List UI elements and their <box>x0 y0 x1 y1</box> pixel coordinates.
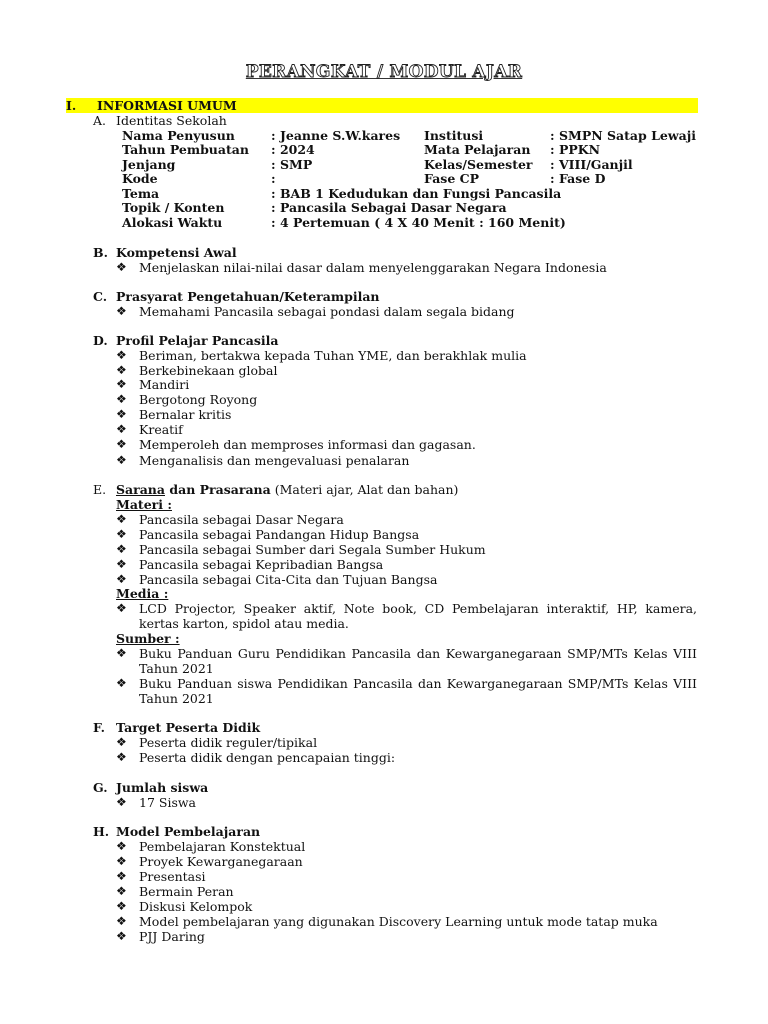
materi-label: Materi : <box>116 497 172 512</box>
target-heading: Target Peserta Didik <box>116 720 261 735</box>
identitas-value: : Pancasila Sebagai Dasar Negara <box>271 200 507 215</box>
prasyarat-letter: C. <box>93 289 108 304</box>
bullet-icon: ❖ <box>116 572 127 586</box>
list-item: Peserta didik reguler/tipikal <box>139 735 318 750</box>
bullet-icon: ❖ <box>116 512 127 526</box>
list-item: Pancasila sebagai Cita-Cita dan Tujuan Bangsa <box>139 572 438 587</box>
list-item: Buku Panduan siswa Pendidikan Pancasila dan Kewarganegaraan SMP/MTs Kelas VIII Tahun 2021 <box>139 676 697 706</box>
bullet-icon: ❖ <box>116 869 127 883</box>
bullet-icon: ❖ <box>116 392 127 406</box>
bullet-icon: ❖ <box>116 839 127 853</box>
media-label: Media : <box>116 586 169 601</box>
bullet-icon: ❖ <box>116 348 127 362</box>
list-item: PJJ Daring <box>139 929 205 944</box>
bullet-icon: ❖ <box>116 407 127 421</box>
list-item: Presentasi <box>139 869 206 884</box>
sarana-heading-note: (Materi ajar, Alat dan bahan) <box>270 482 459 497</box>
prasyarat-heading: Prasyarat Pengetahuan/Keterampilan <box>116 289 380 304</box>
bullet-icon: ❖ <box>116 899 127 913</box>
kompetensi-heading: Kompetensi Awal <box>116 245 237 260</box>
identitas-value: : SMP <box>271 157 313 172</box>
section-label: INFORMASI UMUM <box>97 98 237 113</box>
sarana-heading-b: Prasarana <box>199 482 271 497</box>
bullet-icon: ❖ <box>116 884 127 898</box>
sarana-heading <box>116 482 458 497</box>
list-item: Proyek Kewarganegaraan <box>139 854 303 869</box>
bullet-icon: ❖ <box>116 795 127 809</box>
list-item: Peserta didik dengan pencapaian tinggi: <box>139 750 396 765</box>
list-item: Mandiri <box>139 377 190 392</box>
identitas-label: Tahun Pembuatan <box>122 142 249 157</box>
bullet-icon: ❖ <box>116 437 127 451</box>
identitas-label: Alokasi Waktu <box>122 215 223 230</box>
sarana-letter: E. <box>93 482 107 497</box>
identitas-letter: A. <box>93 113 107 128</box>
identitas-label: Kode <box>122 171 158 186</box>
target-letter: F. <box>93 720 105 735</box>
list-item: Beriman, bertakwa kepada Tuhan YME, dan berakhlak mulia <box>139 348 527 363</box>
bullet-icon: ❖ <box>116 377 127 391</box>
identitas-value2: : VIII/Ganjil <box>550 157 633 172</box>
page-title: PERANGKAT / MODUL AJAR <box>245 62 523 82</box>
list-item: Bermain Peran <box>139 884 234 899</box>
identitas-value: : <box>271 171 276 186</box>
bullet-icon: ❖ <box>116 735 127 749</box>
identitas-heading: Identitas Sekolah <box>116 113 227 128</box>
model-heading: Model Pembelajaran <box>116 824 261 839</box>
list-item: Buku Panduan Guru Pendidikan Pancasila dan Kewarganegaraan SMP/MTs Kelas VIII Tahun 2021 <box>139 646 697 676</box>
sumber-label: Sumber : <box>116 631 180 646</box>
bullet-icon: ❖ <box>116 914 127 928</box>
bullet-icon: ❖ <box>116 676 127 690</box>
list-item: Memperoleh dan memproses informasi dan gagasan. <box>139 437 476 452</box>
kompetensi-letter: B. <box>93 245 108 260</box>
jumlah-heading: Jumlah siswa <box>116 780 209 795</box>
bullet-icon: ❖ <box>116 557 127 571</box>
bullet-icon: ❖ <box>116 854 127 868</box>
identitas-value: : 2024 <box>271 142 315 157</box>
list-item: Bergotong Royong <box>139 392 258 407</box>
model-letter: H. <box>93 824 110 839</box>
bullet-icon: ❖ <box>116 422 127 436</box>
list-item: Pancasila sebagai Dasar Negara <box>139 512 344 527</box>
identitas-value: : 4 Pertemuan ( 4 X 40 Menit : 160 Menit) <box>271 215 566 230</box>
identitas-value: : Jeanne S.W.kares <box>271 128 401 143</box>
profil-letter: D. <box>93 333 108 348</box>
list-item: Bernalar kritis <box>139 407 232 422</box>
list-item: 17 Siswa <box>139 795 197 810</box>
identitas-label2: Mata Pelajaran <box>424 142 531 157</box>
bullet-icon: ❖ <box>116 304 127 318</box>
list-item: Menganalisis dan mengevaluasi penalaran <box>139 453 410 468</box>
section-number: I. <box>66 98 77 113</box>
identitas-label: Tema <box>122 186 160 201</box>
list-item: Pembelajaran Konstektual <box>139 839 306 854</box>
section-heading-informasi-umum <box>66 98 698 113</box>
sarana-heading-a: Sarana <box>116 482 165 497</box>
bullet-icon: ❖ <box>116 260 127 274</box>
jumlah-letter: G. <box>93 780 108 795</box>
identitas-label: Jenjang <box>122 157 176 172</box>
identitas-value2: : PPKN <box>550 142 601 157</box>
bullet-icon: ❖ <box>116 527 127 541</box>
identitas-label2: Kelas/Semester <box>424 157 533 172</box>
list-item: Pancasila sebagai Kepribadian Bangsa <box>139 557 384 572</box>
bullet-icon: ❖ <box>116 363 127 377</box>
list-item: Pancasila sebagai Sumber dari Segala Sumber Hukum <box>139 542 486 557</box>
list-item: Menjelaskan nilai-nilai dasar dalam menyelenggarakan Negara Indonesia <box>139 260 607 275</box>
identitas-label: Topik / Konten <box>122 200 225 215</box>
identitas-label2: Fase CP <box>424 171 479 186</box>
list-item: Diskusi Kelompok <box>139 899 253 914</box>
bullet-icon: ❖ <box>116 453 127 467</box>
bullet-icon: ❖ <box>116 750 127 764</box>
list-item: Berkebinekaan global <box>139 363 278 378</box>
list-item: Memahami Pancasila sebagai pondasi dalam segala bidang <box>139 304 515 319</box>
list-item: Pancasila sebagai Pandangan Hidup Bangsa <box>139 527 420 542</box>
identitas-value2: : SMPN Satap Lewaji <box>550 128 696 143</box>
list-item: Model pembelajaran yang digunakan Discovery Learning untuk mode tatap muka <box>139 914 658 929</box>
bullet-icon: ❖ <box>116 601 127 615</box>
identitas-label2: Institusi <box>424 128 484 143</box>
bullet-icon: ❖ <box>116 542 127 556</box>
bullet-icon: ❖ <box>116 646 127 660</box>
profil-heading: Profil Pelajar Pancasila <box>116 333 279 348</box>
identitas-value: : BAB 1 Kedudukan dan Fungsi Pancasila <box>271 186 562 201</box>
list-item: LCD Projector, Speaker aktif, Note book, CD Pembelajaran interaktif, HP, kamera, kertas karton, spidol atau media. <box>139 601 697 631</box>
bullet-icon: ❖ <box>116 929 127 943</box>
identitas-label: Nama Penyusun <box>122 128 235 143</box>
sarana-heading-mid: dan <box>165 482 200 497</box>
list-item: Kreatif <box>139 422 183 437</box>
identitas-value2: : Fase D <box>550 171 606 186</box>
